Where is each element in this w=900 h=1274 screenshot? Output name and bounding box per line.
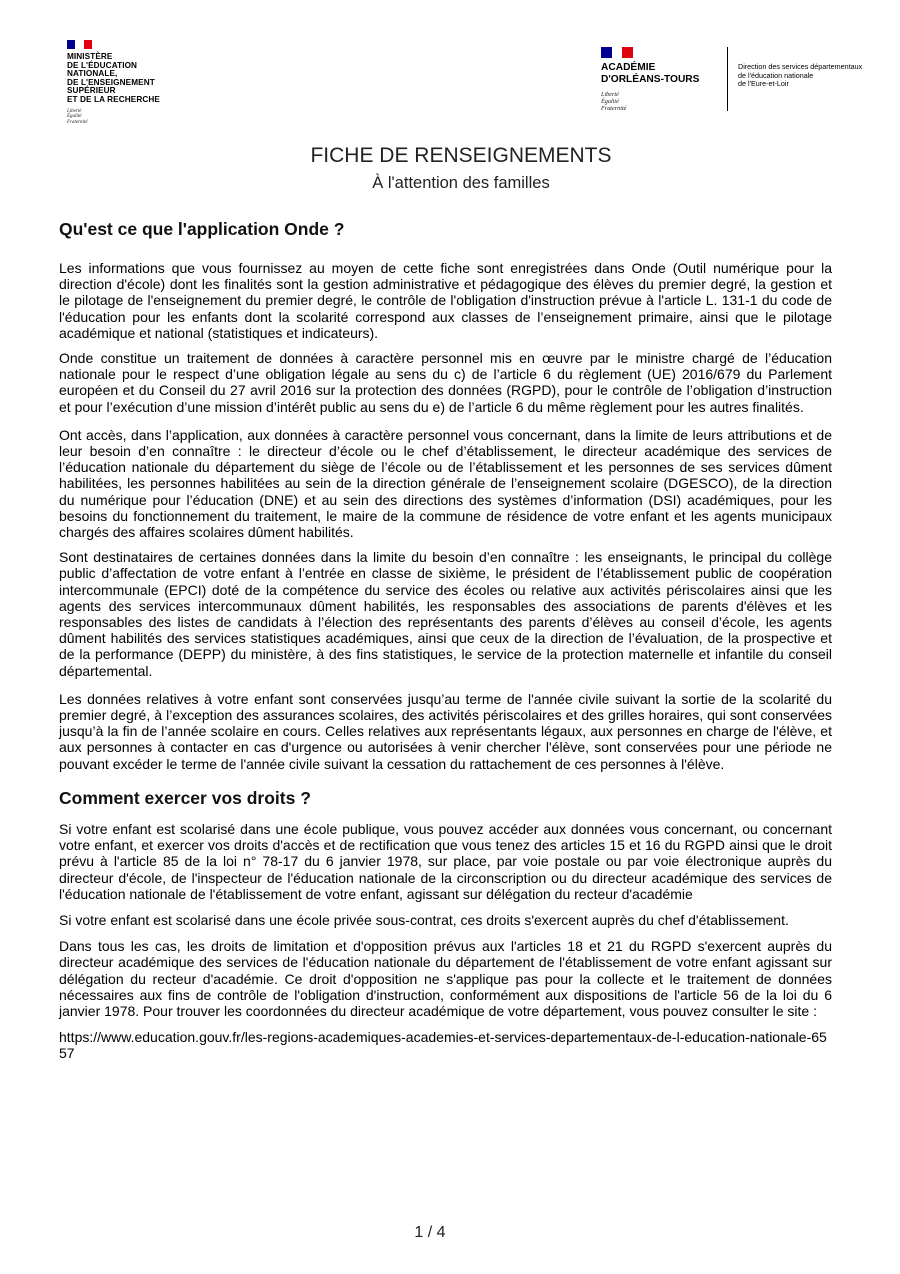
ministry-logo (67, 40, 187, 125)
paragraph: Sont destinataires de certaines données dans la limite du besoin d’en connaître : les enseignants, le principal du collège public d’affectation de votre enfant à l’entrée en classe de sixième, le président de l’établissement public de coopération intercommunale (EPCI) doté de la compétence du service des écoles ou relative aux activités périscolaires ainsi que les agents des services intercommunaux dûment habilités, les responsables des associations de parents d'élèves et les responsables des listes de candidats à l’élection des représentants des parents d’élèves au conseil d’école, les agents dûment habilités des services statistiques académiques, ainsi que ceux de la direction de l’évaluation, de la prospective et de la performance (DEPP) du ministère, à des fins statistiques, le service de la protection maternelle et infantile du conseil départemental. (59, 549, 832, 679)
paragraph: Les données relatives à votre enfant sont conservées jusqu’au terme de l'année civile suivant la sortie de la scolarité du premier degré, à l’exception des assurances scolaires, des activités périscolaires et des grilles horaires, qui sont conservées jusqu’à la fin de l’année scolaire en cours. Celles relatives aux représentants légaux, aux personnes en charge de l'élève, et aux personnes à contacter en cas d'urgence ou autorisées à venir chercher l'élève, sont conservées pour une période ne pouvant excéder le terme de l'année civile suivant la cessation du rattachement de ces personnes à l'élève. (59, 690, 832, 772)
document-body (59, 218, 832, 1062)
academie-logo (601, 47, 721, 113)
ministry-name: MINISTÈRE DE L'ÉDUCATION NATIONALE, DE L'ENSEIGNEMENT SUPÉRIEUR ET DE LA RECHERCHE (67, 52, 160, 104)
paragraph: Dans tous les cas, les droits de limitation et d'opposition prévus aux l'articles 18 et 21 du RGPD s'exercent auprès du directeur académique des services de l'éducation nationale du département de l'établissement de votre enfant agissant sur délégation du recteur d'académie. Ce droit d'opposition ne s'applique pas pour la collecte et le traitement de données nécessaires aux fins de contrôle de l'obligation d'instruction, conformément aux dispositions de l'article 56 de la loi du 6 janvier 1978. Pour trouver les coordonnées du directeur académique de votre département, vous pouvez consulter le site : (59, 938, 832, 1019)
french-flag-icon (67, 40, 92, 49)
academie-motto: Liberté Égalité Fraternité (601, 91, 627, 113)
logo-divider (727, 47, 728, 111)
ministry-motto: Liberté Égalité Fraternité (67, 108, 88, 125)
direction-label: Direction des services départementaux de l'éducation nationale de l'Eure-et-Loir (738, 62, 863, 88)
paragraph: Les informations que vous fournissez au moyen de cette fiche sont enregistrées dans Onde (Outil numérique pour la direction d'école) dont les finalités sont la gestion administrative et pédagogique des élèves du premier degré, la gestion et le pilotage de l'enseignement du premier degré, le contrôle de l'obligation d'instruction prévue à l'article L. 131-1 du code de l'éducation pour les enfants dont la scolarité correspond aux classes de l’enseignement primaire, ainsi que le pilotage académique et national (statistiques et indicateurs). (59, 260, 832, 341)
education-gouv-link[interactable]: https://www.education.gouv.fr/les-regions-academiques-academies-et-services-departementaux-de-l-education-nationale-6557 (59, 1029, 827, 1062)
section-heading-onde: Qu'est ce que l'application Onde ? (59, 219, 345, 239)
paragraph: Onde constitue un traitement de données à caractère personnel mis en œuvre par le ministre chargé de l’éducation nationale pour le respect d’une obligation légale au sens du c) de l’article 6 du règlement (UE) 2016/679 du Parlement européen et du Conseil du 27 avril 2016 sur la protection des données (RGPD), pour le contrôle de l’obligation d’instruction et pour l’exécution d’une mission d’intérêt public au sens du e) de l’article 6 du même règlement pour les autres finalités. (59, 350, 832, 415)
document-subtitle: À l'attention des familles (372, 174, 550, 192)
paragraph: Si votre enfant est scolarisé dans une école privée sous-contrat, ces droits s'exercent auprès du chef d'établissement. (59, 911, 789, 928)
academie-name: ACADÉMIE D'ORLÉANS-TOURS (601, 62, 700, 85)
paragraph: Ont accès, dans l’application, aux données à caractère personnel vous concernant, dans la limite de leurs attributions et de leur besoin d’en connaître : le directeur d’école ou le chef d’établissement, le directeur académique des services de l’éducation nationale du département du siège de l’école ou de l’établissement et les personnes de ses services dûment habilitées, les personnes habilitées au sein de la direction générale de l’enseignement scolaire (DGESCO), de la direction du numérique pour l’éducation (DNE) et au sein des directions des systèmes d’information (DSI) académiques, pour les besoins du fonctionnement du traitement, le maire de la commune de résidence de votre enfant et les agents municipaux chargés des affaires scolaires dûment habilités. (59, 426, 832, 541)
document-title: FICHE DE RENSEIGNEMENTS (310, 144, 612, 167)
page-number: 1 / 4 (414, 1224, 446, 1241)
paragraph: Si votre enfant est scolarisé dans une école publique, vous pouvez accéder aux données vous concernant, ou concernant votre enfant, et exercer vos droits d'accès et de rectification que vous tenez des articles 15 et 16 du RGPD ainsi que le droit prévu à l'article 85 de la loi n° 78-17 du 6 janvier 1978, sur place, par voie postale ou par voie électronique auprès du directeur d'école, de l'inspecteur de l'éducation nationale de la circonscription ou du directeur académique des services de l'éducation nationale de l'établissement de votre enfant, agissant sur délégation du recteur d'académie (59, 820, 832, 902)
section-heading-rights: Comment exercer vos droits ? (59, 787, 311, 808)
french-flag-icon (601, 47, 633, 58)
